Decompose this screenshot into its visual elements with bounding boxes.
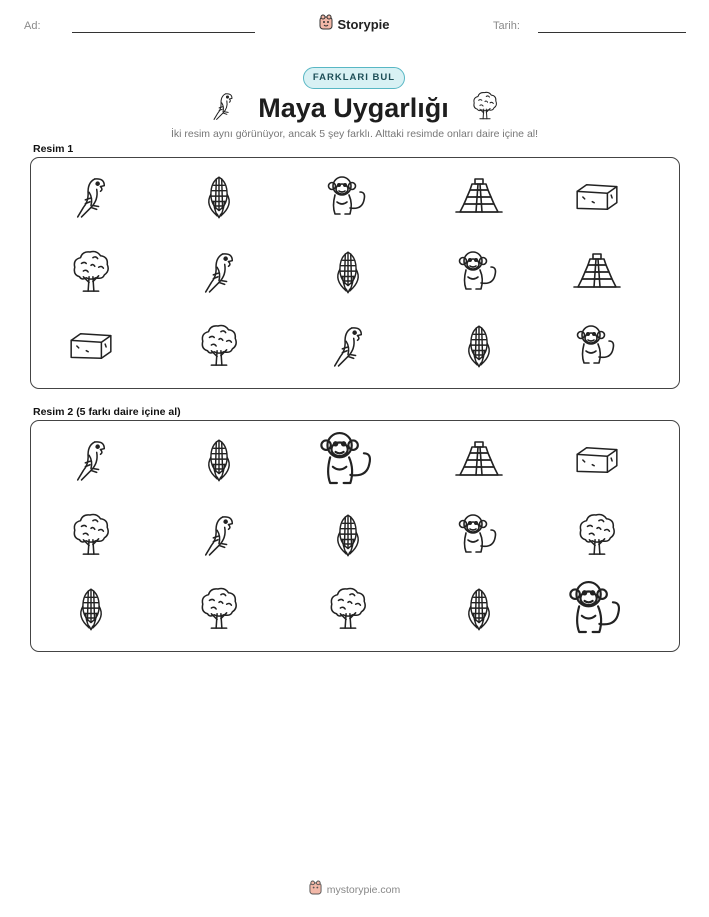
date-line[interactable] [538, 32, 686, 33]
parrot-icon[interactable] [200, 511, 238, 559]
pyramid-icon[interactable] [452, 439, 506, 481]
parrot-icon [72, 173, 110, 221]
monkey-icon [575, 323, 619, 369]
tree-icon[interactable] [327, 584, 369, 634]
storypie-logo-icon [319, 14, 333, 35]
corn-icon[interactable] [201, 436, 237, 484]
tree-icon [471, 90, 499, 127]
picture-1-panel [30, 157, 680, 389]
title-row [0, 90, 709, 127]
parrot-icon [200, 248, 238, 296]
footer-url: mystorypie.com [326, 884, 401, 896]
corn-icon[interactable] [73, 585, 109, 633]
tree-icon[interactable] [70, 510, 112, 560]
parrot-icon [329, 322, 367, 370]
corn-icon [330, 248, 366, 296]
corn-icon[interactable] [330, 511, 366, 559]
corn-icon [201, 173, 237, 221]
parrot-icon [210, 90, 236, 127]
picture-1-label: Resim 1 [33, 143, 74, 155]
stone-block-icon[interactable] [573, 443, 621, 477]
stone-block-icon [67, 329, 115, 363]
footer [0, 880, 709, 900]
tree-icon[interactable] [576, 510, 618, 560]
monkey-icon[interactable] [567, 578, 626, 640]
name-label: Ad: [24, 20, 41, 32]
page-title: Maya Uygarlığı [258, 93, 449, 123]
date-label: Tarih: [493, 20, 520, 32]
corn-icon[interactable] [461, 585, 497, 633]
parrot-icon[interactable] [72, 436, 110, 484]
stone-block-icon [573, 180, 621, 214]
brand-name: Storypie [337, 17, 390, 32]
corn-icon [461, 322, 497, 370]
storypie-logo-icon [309, 880, 322, 900]
tree-icon [70, 247, 112, 297]
monkey-icon[interactable] [318, 429, 377, 491]
pyramid-icon [452, 176, 506, 218]
tree-icon [198, 321, 240, 371]
instructions: İki resim aynı görünüyor, ancak 5 şey farklı. Alttaki resimde onları daire içine al! [170, 128, 539, 140]
picture-2-label: Resim 2 (5 farkı daire içine al) [33, 406, 181, 418]
pyramid-icon [570, 251, 624, 293]
monkey-icon [457, 249, 501, 295]
picture-2-panel[interactable] [30, 420, 680, 652]
monkey-icon[interactable] [457, 512, 501, 558]
worksheet-type-badge: FARKLARI BUL [303, 67, 405, 89]
tree-icon[interactable] [198, 584, 240, 634]
monkey-icon [326, 174, 370, 220]
